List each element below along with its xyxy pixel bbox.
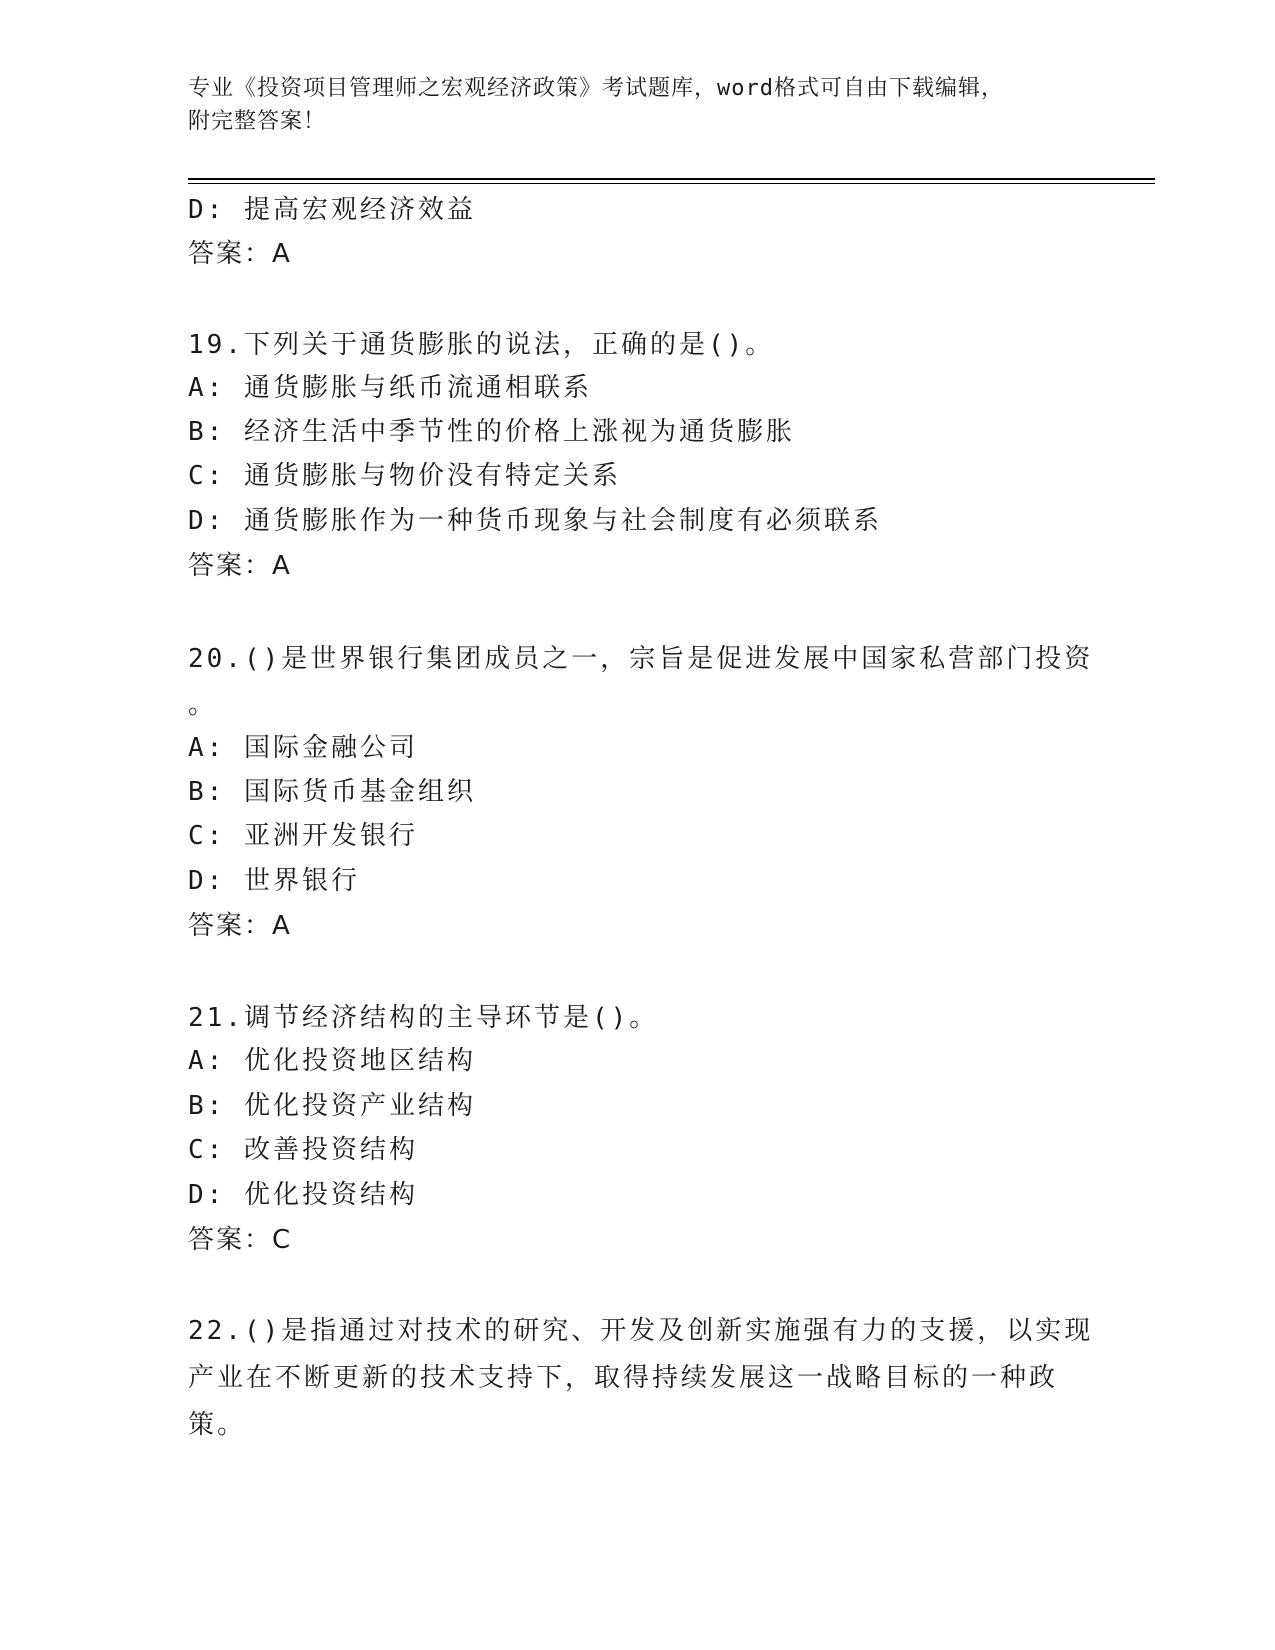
- q20-option-c: C: 亚洲开发银行: [188, 821, 418, 851]
- q21-option-b: B: 优化投资产业结构: [188, 1091, 476, 1121]
- q21-option-a: A: 优化投资地区结构: [188, 1046, 476, 1076]
- q19-option-c: C: 通货膨胀与物价没有特定关系: [188, 461, 621, 491]
- q22-stem-line-2: 产业在不断更新的技术支持下，取得持续发展这一战略目标的一种政: [188, 1363, 1059, 1393]
- q19-option-d: D: 通货膨胀作为一种货币现象与社会制度有必须联系: [188, 506, 882, 536]
- q18-option-d: D: 提高宏观经济效益: [188, 195, 476, 225]
- q20-stem-line-1: 20.()是世界银行集团成员之一，宗旨是促进发展中国家私营部门投资: [188, 644, 1094, 674]
- header-line-1: 专业《投资项目管理师之宏观经济政策》考试题库，word格式可自由下载编辑，: [188, 76, 1004, 101]
- q21-option-d: D: 优化投资结构: [188, 1180, 418, 1210]
- q21-stem: 21.调节经济结构的主导环节是()。: [188, 1003, 659, 1033]
- q21-answer: 答案：C: [188, 1225, 293, 1255]
- q19-option-b: B: 经济生活中季节性的价格上涨视为通货膨胀: [188, 417, 795, 447]
- q20-option-d: D: 世界银行: [188, 866, 360, 896]
- header-divider-thick: [188, 178, 1155, 180]
- q22-stem-line-1: 22.()是指通过对技术的研究、开发及创新实施强有力的支援，以实现: [188, 1316, 1094, 1346]
- q19-answer: 答案：A: [188, 551, 292, 581]
- q20-option-a: A: 国际金融公司: [188, 733, 418, 763]
- q21-option-c: C: 改善投资结构: [188, 1135, 418, 1165]
- document-header: [188, 72, 1148, 138]
- q19-stem: 19.下列关于通货膨胀的说法，正确的是()。: [188, 330, 775, 360]
- header-divider-thin: [188, 183, 1155, 184]
- q22-stem-line-3: 策。: [188, 1410, 247, 1440]
- q20-option-b: B: 国际货币基金组织: [188, 777, 476, 807]
- q20-answer: 答案：A: [188, 911, 292, 941]
- q18-answer: 答案：A: [188, 239, 292, 269]
- q19-option-a: A: 通货膨胀与纸币流通相联系: [188, 373, 592, 403]
- q20-stem-line-2: 。: [188, 690, 218, 720]
- header-line-2: 附完整答案！: [188, 109, 327, 134]
